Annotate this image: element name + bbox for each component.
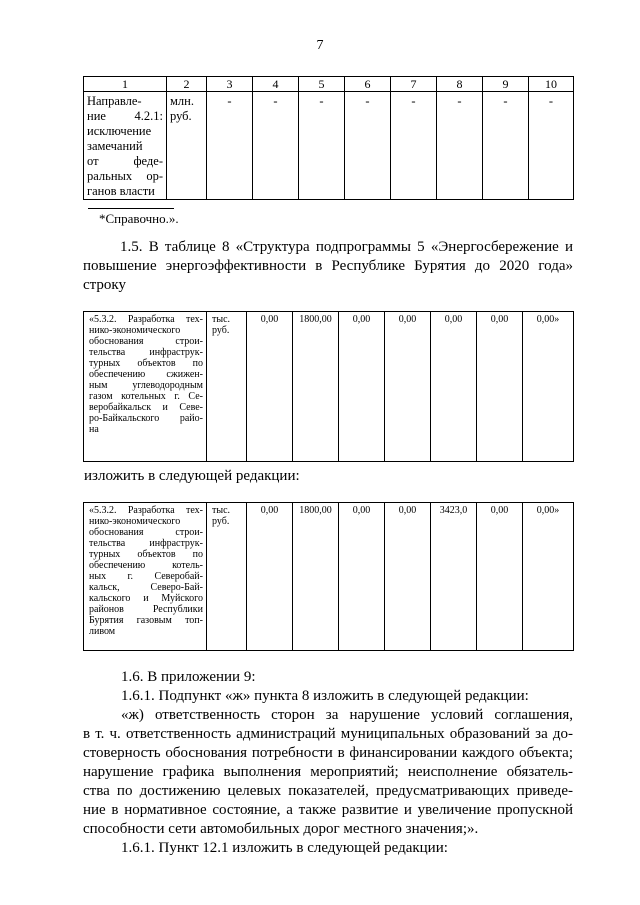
value-cell: 0,00» [523, 503, 574, 651]
row-unit-cell [207, 312, 247, 462]
cell-line: тельства инфраструк- [89, 538, 203, 549]
value-cell: - [437, 92, 483, 200]
text-line: 1.5. В таблице 8 «Структура подпрограммы 5 «Энергосбережение и [120, 239, 573, 255]
value-cell: 0,00 [477, 503, 523, 651]
text-line: ства по достижению целевых показателей, предусматривающих приведе- [83, 783, 573, 799]
text-line: способности сети автомобильных дорог местного значения;». [83, 821, 479, 837]
paragraph-replace [84, 467, 574, 486]
value-cell: - [483, 92, 529, 200]
col-header: 1 [84, 77, 167, 92]
value-cell: 0,00 [247, 312, 293, 462]
value-cell: 0,00 [339, 312, 385, 462]
cell-line: нико-экономического [89, 516, 181, 527]
footnote-divider [88, 208, 174, 209]
text-line: в т. ч. ответственность администраций муниципальных образований за до- [83, 726, 573, 742]
text-line: повышение энергоэффективности в Республике Бурятия до 2020 года» [83, 258, 573, 274]
footnote: *Справочно.». [99, 211, 179, 226]
cell-line: турных объектов по [89, 358, 203, 369]
paragraph-1-5 [83, 238, 573, 295]
table-row [84, 312, 574, 462]
cell-line: исключение [87, 124, 152, 138]
cell-line: обеспечению котель- [89, 560, 203, 571]
cell-line: «5.3.2. Разработка тех- [89, 314, 203, 325]
cell-line: Бурятия газовым топ- [89, 615, 203, 626]
cell-line: тыс. [212, 314, 231, 325]
cell-line: обоснования строи- [89, 336, 203, 347]
table-header-row [84, 77, 574, 92]
col-header: 6 [345, 77, 391, 92]
cell-line: руб. [212, 516, 230, 527]
paragraph-1-6-1-b [121, 839, 573, 858]
col-header: 7 [391, 77, 437, 92]
row-name-cell [84, 92, 167, 200]
cell-line: ро-Байкальского райо- [89, 413, 203, 424]
value-cell: 1800,00 [293, 503, 339, 651]
col-header: 8 [437, 77, 483, 92]
cell-line: ние 4.2.1: [87, 109, 163, 123]
cell-line: на [89, 424, 99, 435]
value-cell: 0,00 [477, 312, 523, 462]
cell-line: ным углеводородным [89, 380, 203, 391]
col-header: 3 [207, 77, 253, 92]
value-cell: - [345, 92, 391, 200]
value-cell: - [391, 92, 437, 200]
cell-line: «5.3.2. Разработка тех- [89, 505, 203, 516]
row-name-cell [84, 312, 207, 462]
text-line: нарушение графика выполнения мероприятий; неисполнение обязатель- [83, 764, 573, 780]
table-continuation [83, 76, 574, 200]
paragraph-zh [83, 706, 573, 839]
text-line: строку [83, 277, 126, 293]
value-cell: 3423,0 [431, 503, 477, 651]
value-cell: - [299, 92, 345, 200]
text-line: 1.6.1. Пункт 12.1 изложить в следующей редакции: [121, 840, 448, 856]
text-line: стоверность обоснования потребности в финансировании каждого объекта; [83, 745, 573, 761]
col-header: 2 [167, 77, 207, 92]
value-cell: 0,00 [247, 503, 293, 651]
text-line: 1.6.1. Подпункт «ж» пункта 8 изложить в следующей редакции: [121, 688, 529, 704]
cell-line: Направле- [87, 94, 142, 108]
col-header: 9 [483, 77, 529, 92]
paragraph-1-6 [121, 668, 573, 687]
cell-line: кальск, Северо-Бай- [89, 582, 203, 593]
cell-line: руб. [170, 109, 192, 123]
value-cell: - [529, 92, 574, 200]
value-cell: - [253, 92, 299, 200]
value-cell: 0,00» [523, 312, 574, 462]
cell-line: обеспечению сжижен- [89, 369, 203, 380]
col-header: 4 [253, 77, 299, 92]
cell-line: ральных ор- [87, 169, 163, 183]
text-line: 1.6. В приложении 9: [121, 669, 256, 685]
text-line: «ж) ответственность сторон за нарушение условий соглашения, [121, 707, 573, 723]
cell-line: газом котельных г. Се- [89, 391, 203, 402]
table-new-row [83, 502, 574, 651]
text-line: изложить в следующей редакции: [84, 468, 300, 484]
value-cell: 0,00 [385, 312, 431, 462]
cell-line: турных объектов по [89, 549, 203, 560]
cell-line: тыс. [212, 505, 231, 516]
value-cell: 1800,00 [293, 312, 339, 462]
cell-line: от феде- [87, 154, 163, 168]
col-header: 10 [529, 77, 574, 92]
cell-line: руб. [212, 325, 230, 336]
page-number: 7 [316, 38, 324, 53]
cell-line: замечаний [87, 139, 143, 153]
cell-line: обоснования строи- [89, 527, 203, 538]
table-row [84, 503, 574, 651]
cell-line: районов Республики [89, 604, 203, 615]
row-unit-cell [207, 503, 247, 651]
paragraph-1-6-1 [121, 687, 573, 706]
row-unit-cell [167, 92, 207, 200]
value-cell: - [207, 92, 253, 200]
value-cell: 0,00 [339, 503, 385, 651]
cell-line: кальского и Муйского [89, 593, 203, 604]
table-row [84, 92, 574, 200]
value-cell: 0,00 [431, 312, 477, 462]
cell-line: ганов власти [87, 184, 155, 198]
cell-line: ных г. Северобай- [89, 571, 203, 582]
cell-line: веробайкальск и Севе- [89, 402, 203, 413]
text-line: ние в нормативное состояние, а также развитие и увеличение пропускной [83, 802, 573, 818]
table-old-row [83, 311, 574, 462]
cell-line: нико-экономического [89, 325, 181, 336]
cell-line: тельства инфраструк- [89, 347, 203, 358]
value-cell: 0,00 [385, 503, 431, 651]
col-header: 5 [299, 77, 345, 92]
row-name-cell [84, 503, 207, 651]
cell-line: млн. [170, 94, 194, 108]
cell-line: ливом [89, 626, 116, 637]
